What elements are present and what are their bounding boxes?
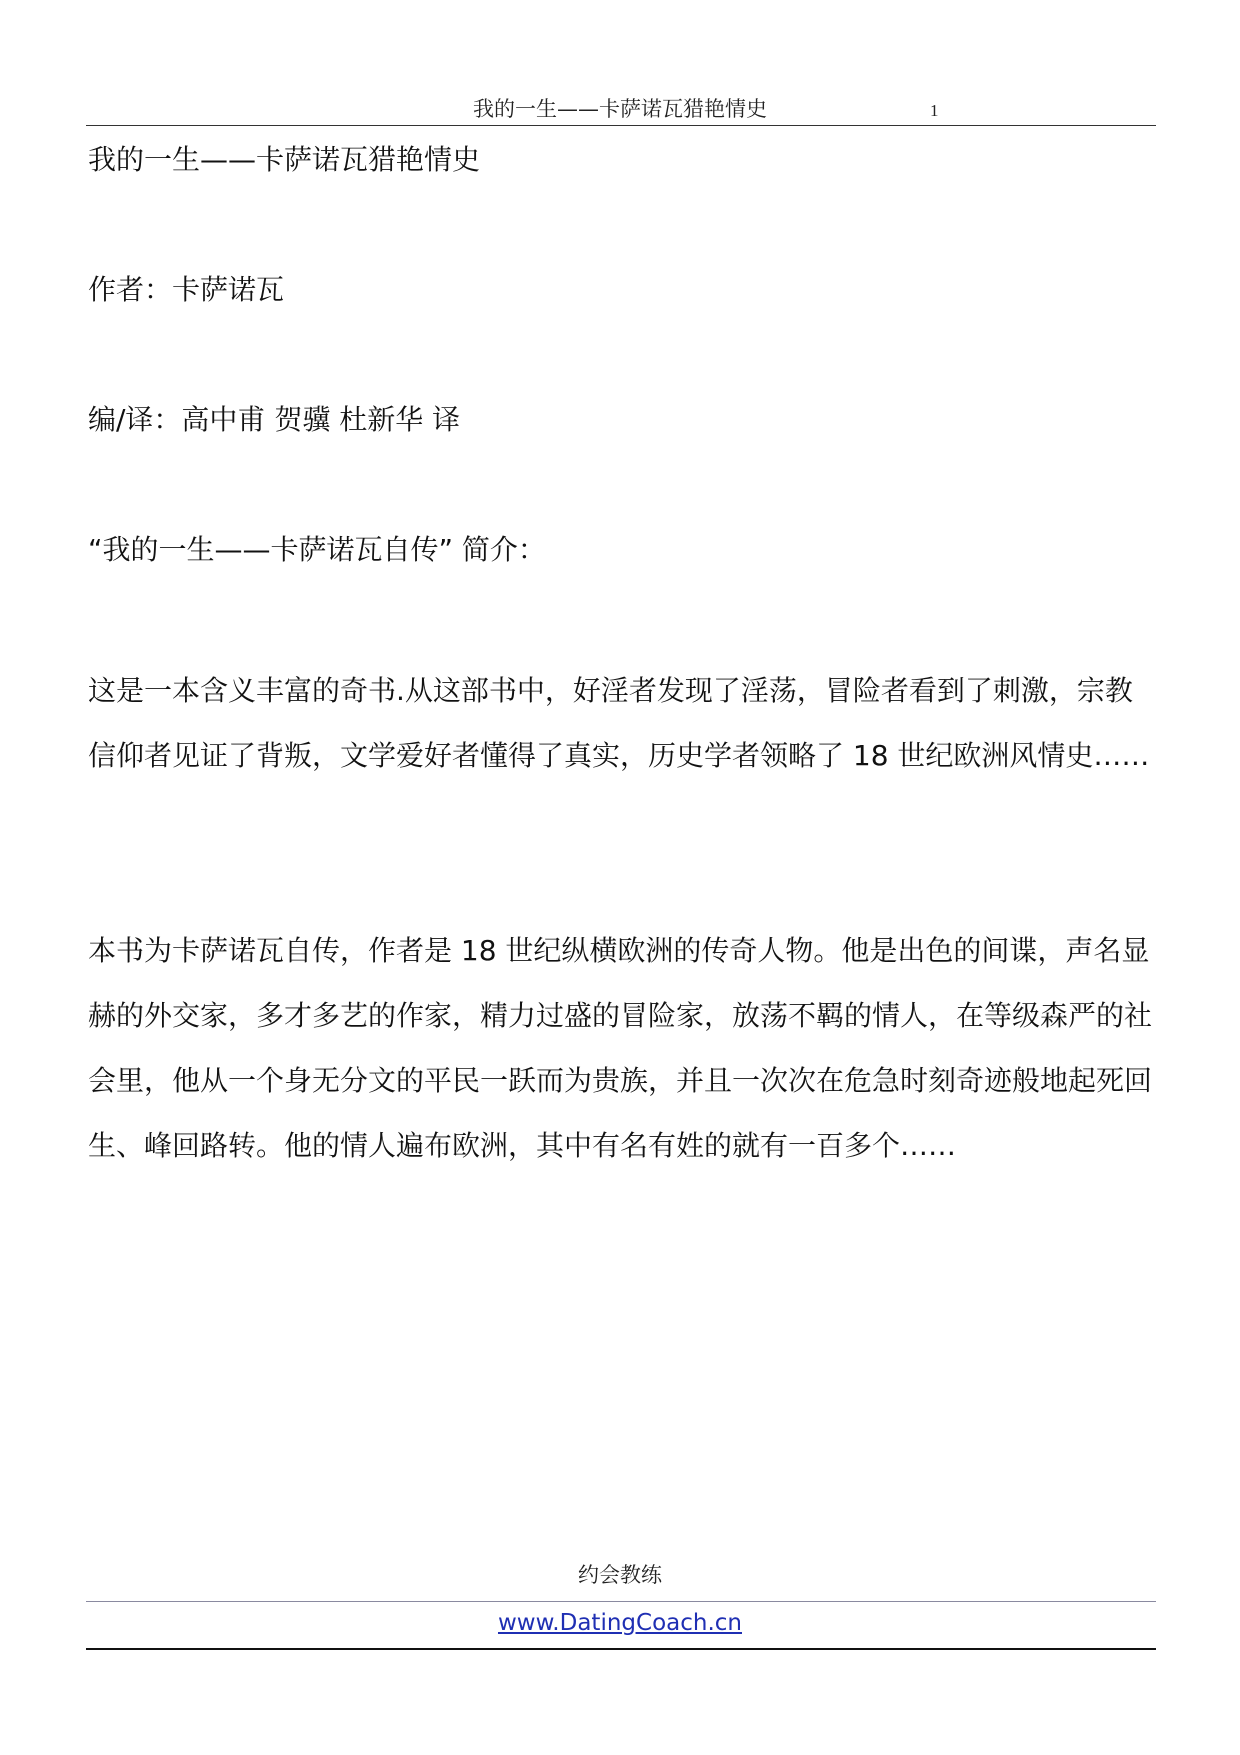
intro-paragraph-1: 这是一本含义丰富的奇书.从这部书中，好淫者发现了淫荡，冒险者看到了刺激，宗教信仰者见证了背叛，文学爱好者懂得了真实，历史学者领略了 18 世纪欧洲风情史…… [88, 674, 1150, 772]
author-line: 作者：卡萨诺瓦 [88, 273, 285, 306]
intro-heading: “我的一生——卡萨诺瓦自传” 简介： [88, 533, 546, 566]
header-divider [86, 125, 1156, 126]
footer-divider-bottom [86, 1648, 1156, 1650]
footer-website-link[interactable]: www.DatingCoach.cn [497, 1610, 742, 1636]
footer-divider-top [86, 1601, 1156, 1602]
running-header-title: 我的一生——卡萨诺瓦猎艳情史 [473, 97, 767, 121]
intro-paragraph-2: 本书为卡萨诺瓦自传，作者是 18 世纪纵横欧洲的传奇人物。他是出色的间谍，声名显赫的外交家，多才多艺的作家，精力过盛的冒险家，放荡不羁的情人，在等级森严的社会里，他从一个身无分文的平民一跃而为贵族，并且一次次在危急时刻奇迹般地起死回生、峰回路转。他的情人遍布欧洲，其中有名有姓的就有一百多个…… [88, 934, 1153, 1162]
footer-label: 约会教练 [578, 1563, 662, 1587]
translator-line: 编/译：高中甫 贺骥 杜新华 译 [88, 403, 461, 436]
page-number: 1 [930, 101, 939, 120]
document-title: 我的一生——卡萨诺瓦猎艳情史 [88, 143, 481, 176]
footer-link-container [0, 1608, 1240, 1638]
